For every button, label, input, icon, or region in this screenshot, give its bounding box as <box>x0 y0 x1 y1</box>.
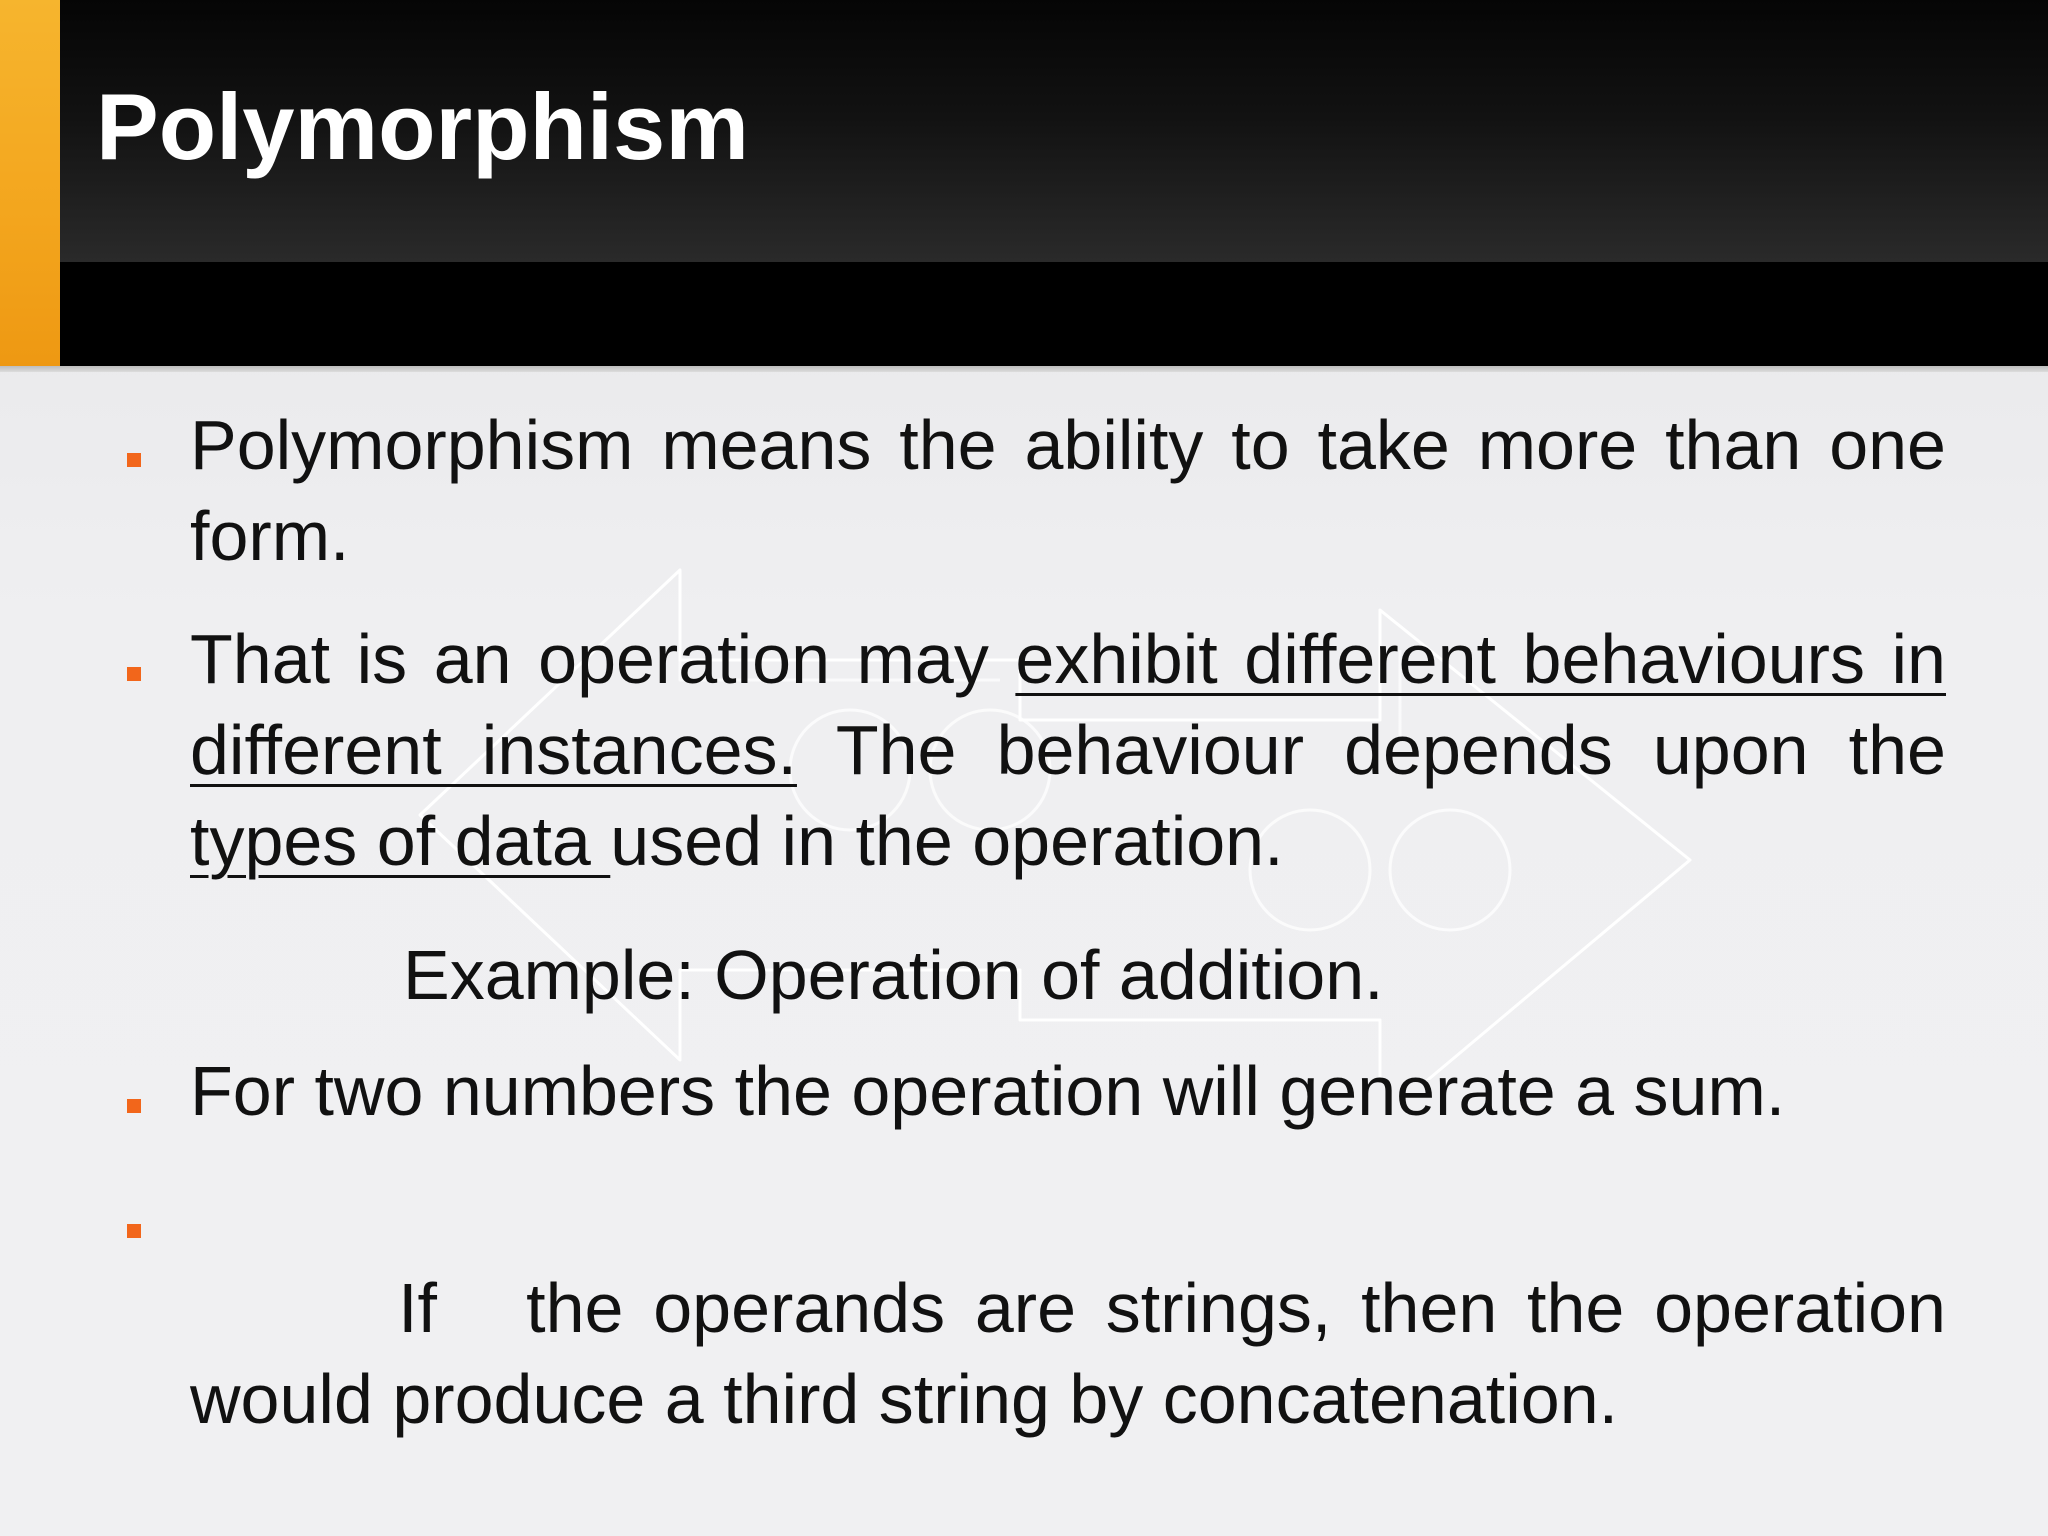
bullet-item-2-underline-b: types of data <box>190 802 611 880</box>
slide-title: Polymorphism <box>96 74 749 179</box>
bullet-item-4-text: If the operands are strings, then the operation would produce a third string by concatenation. <box>190 1269 1966 1438</box>
bullet-item-3-text: For two numbers the operation will generate a sum. <box>190 1052 1786 1130</box>
bullet-item-2-text-c: used in the operation. <box>610 802 1284 880</box>
bullet-item-3 <box>190 1046 1946 1137</box>
bullet-item-1-text: Polymorphism means the ability to take more than one form. <box>190 406 1946 575</box>
bullet-item-2-underline-a: exhibit different behaviours in different instances. <box>190 620 1946 789</box>
bullet-item-2-text-a: That is an operation may <box>190 620 1016 698</box>
bullet-item-2-text-b: The behaviour depends upon the <box>796 711 1946 789</box>
bullet-marker <box>127 1224 141 1238</box>
bullet-item-4 <box>190 1172 1966 1536</box>
bullet-marker <box>127 667 141 681</box>
bullet-item-1 <box>190 400 1946 582</box>
bullet-marker <box>127 453 141 467</box>
example-line: Example: Operation of addition. <box>403 936 1384 1014</box>
bullet-item-2 <box>190 614 1946 887</box>
bullet-marker <box>127 1099 141 1113</box>
